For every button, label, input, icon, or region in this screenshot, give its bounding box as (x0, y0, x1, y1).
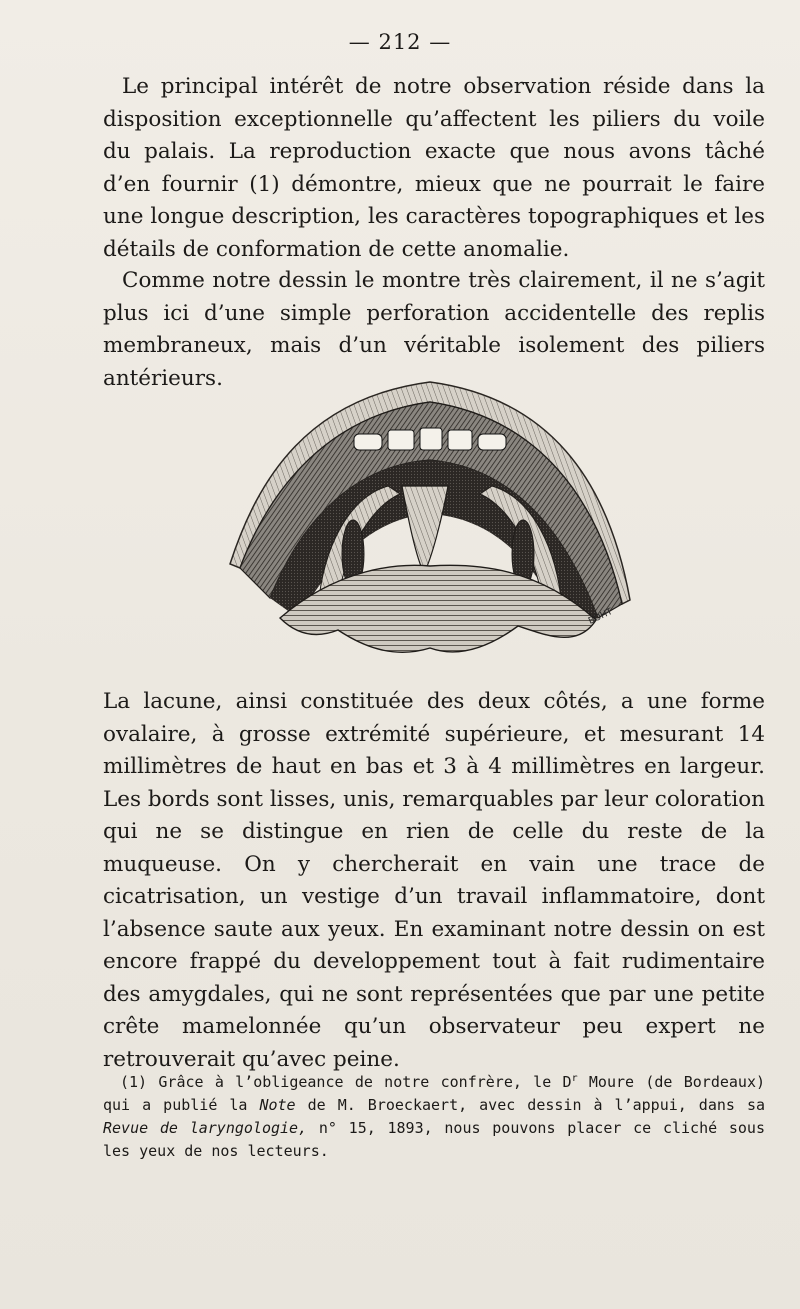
page-number: — 212 — (348, 30, 452, 54)
footnote-text-4: n° 15, 1893, nous pouvons placer ce cliché sous les yeux de nos lecteurs. (103, 1119, 765, 1160)
footnote-text-3: de M. Broeckaert, avec dessin à l’appui, dans sa (307, 1096, 766, 1114)
body-paragraph-1: Le principal intérêt de notre observation réside dans la disposition exceptionnelle qu’affectent les piliers du voile du palais. La reproduction exacte que nous avons tâché d’en fournir (1) démontre, mieux que ne pourrait le faire une longue description, les caractères topographiques et les détails de conformation de cette anomalie. (103, 74, 765, 262)
footnote-note-title: Note (259, 1096, 296, 1114)
engraver-signature: BÖHT (587, 606, 615, 627)
footnote-marker: (1) (120, 1073, 148, 1091)
footnote-superscript: r (571, 1073, 578, 1084)
body-paragraph-2: Comme notre dessin le montre très clairement, il ne s’agit plus ici d’une simple perforation accidentelle des replis membraneux, mais d’un véritable isolement des piliers antérieurs. (103, 268, 765, 391)
footnote-journal-title: Revue de laryngologie, (103, 1119, 308, 1137)
body-paragraph-3: La lacune, ainsi constituée des deux côtés, a une forme ovalaire, à grosse extrémité supérieure, et mesurant 14 millimètres de haut en bas et 3 à 4 millimètres en largeur. Les bords sont lisses, unis, remarquables par leur coloration qui ne se distingue en rien de celle du reste de la muqueuse. On y chercherait en vain une trace de cicatrisation, un vestige d’un travail inflammatoire, dont l’absence saute aux yeux. En examinant notre dessin on est encore frappé du developpement tout à fait rudimentaire des amygdales, qui ne sont représentées que par une petite crête mamelonnée qu’un observateur peu expert ne retrouverait qu’avec peine. (103, 689, 765, 1072)
footnote-text-2: Moure (de Bordeaux) qui a publié la (103, 1073, 766, 1114)
footnote (103, 1071, 765, 1163)
palate-illustration (218, 368, 643, 668)
uvula (402, 486, 448, 573)
footnote-text-1: Grâce à l’obligeance de notre confrère, le D (158, 1073, 572, 1091)
